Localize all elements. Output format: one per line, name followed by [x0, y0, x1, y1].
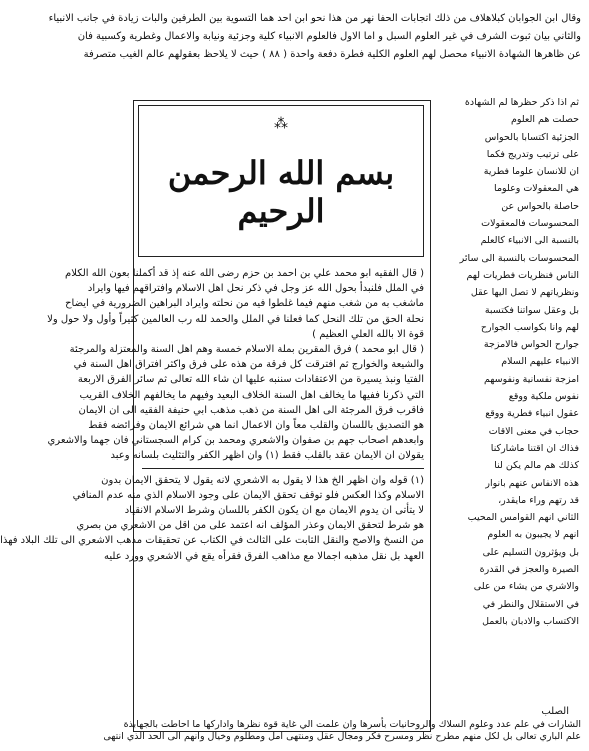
- footnote-line: الاسلام وكذا العكس فلو توقف تحقق الايمان على وجود الاسلام الذي منه عدم المنافي: [72, 489, 424, 501]
- body-line: فاقرب فرق المرجئة الى اهل السنة من ذهب مذهب ابي حنيفة الفقيه الى ان الايمان: [78, 404, 424, 416]
- body-line: والشيعة والخوارج ثم افترقت كل فرقة من هذه على فرق واكثر افتراق اهل السنة في: [73, 359, 424, 371]
- bottom-text: [103, 719, 581, 743]
- margin-line: بل وعقل سواتنا فكتسبة: [484, 304, 579, 316]
- margin-line: ان للانسان علوما فطرية: [483, 166, 579, 178]
- header-line: [83, 46, 581, 64]
- bottom-line: الشارات في علم عدد وعلوم السلاك والروحانيات بأسرها وان علمت الي غاية قوة نظرها واداركها ما احاطت بالجهابذة: [123, 719, 581, 730]
- margin-line: امزجة نفسانية ونفوسهم: [483, 373, 579, 385]
- margin-label: الصلب: [541, 706, 569, 717]
- page-number: ( ٨٨ ): [262, 49, 288, 60]
- margin-line: والاشري من يشاء من على: [473, 581, 579, 593]
- margin-line: الثاني انهم القوامس المحيب: [467, 512, 579, 524]
- margin-line: انهم لا يجيبون به العلوم: [487, 529, 579, 541]
- body-line: التي ذكرنا ففيها ما يخالف اهل السنة الخلاف البعيد وفيهم ما يخالفهم الخلاف القريب: [79, 389, 424, 401]
- main-body: [0, 266, 424, 564]
- margin-line: على ترتيب وتدريج فكما: [486, 148, 579, 160]
- header-line: وقال ابن الجوابان كبلاهلاف من ذلك اتجابات الحفا نهر من هذا نحو ابن احد هما التسوية بين الطرفين والبات زيادة في جانب الانبياء: [48, 13, 581, 24]
- margin-line: بل ويؤثرون التسليم على: [482, 546, 579, 558]
- footnote-divider: [142, 468, 424, 469]
- margin-line: في الاستقلال والنطر في: [482, 598, 579, 610]
- header-line: والثاني بيان ثبوت الشرف في غير العلوم السبل و اما الاول فالعلوم الانبياء كلية وجزئية ونيابة والاعمال وغطرية وكسبية فان: [77, 31, 581, 42]
- footnote-line: هو شرط لتحقق الايمان وعذر المؤلف انه اعتمد على من اقل من الاشعري من بصري: [76, 520, 424, 532]
- bottom-line: علم الباري تعالى بل لكل منهم مطرح نظر ومسرح فكر ومجال عقل ومنتهى امل ومطلوم وخيال وانهم الى الحد الذي انتهى: [103, 731, 581, 742]
- body-line: ( قال ابو محمد ) فرق المقرين بملة الاسلام خمسة وهم اهل السنة والمعتزلة والمرجئة: [69, 344, 424, 356]
- margin-line: حصلت هم العلوم: [510, 114, 579, 126]
- body-line: ماشغب به من شغب منهم فيما غلطوا فيه من نحلته وايراد البراهين الضرورية في ايضاح: [65, 298, 424, 310]
- footnote-line: العهد بل نقل مذهبه اجمالا مع مذاهب الفرق فقرأه يقع في الاشعري وورد عليه: [104, 550, 424, 562]
- margin-line: المحسوسات فالمعقولات: [481, 218, 579, 230]
- margin-line: حاصلة بالحواس عن: [501, 200, 579, 212]
- margin-line: ثم اذا ذكر حظرها لم الشهادة: [464, 97, 579, 108]
- body-line: وابعدهم اصحاب جهم بن صفوان والاشعري ومحمد بن كرام السجستاني فان جهما والاشعري: [47, 435, 424, 447]
- margin-line: عقول انبياء فطرية ووقع: [485, 408, 579, 420]
- margin-line: هي المعقولات وعلوما: [494, 183, 579, 195]
- footnote-line: لا يتأتى ان يدوم الايمان مع ان يكون الكفر باللسان وشرط الاسلام الانقياد: [124, 505, 424, 517]
- body-line: في الملل فلنبدأ بحول الله عز وجل في ذكر نحل اهل الاسلام وافتراقهم فيها وايراد: [87, 283, 424, 295]
- margin-line: الاكتساب والادبان بالعمل: [482, 615, 579, 627]
- body-line: ( قال الفقيه ابو محمد علي بن احمد بن حزم رضى الله عنه إذ قد أكملنا بعون الله الكلام: [65, 268, 424, 279]
- header-line-start: حيث لا يلاحظ بعقولهم عالم الغيب متصرفة: [83, 49, 259, 60]
- footnote-line: من النسخ والاصح والنقل الثابت على الثالث في الكتاب عن تحقيقات مذهب الاشعري الى تلك البلاد فهذا: [0, 535, 424, 547]
- margin-line: فذاك ان اقتنا ماشاركنا: [490, 442, 579, 454]
- header-text: [48, 10, 581, 64]
- body-line: نحلة الحق من تلك النحل كما فعلنا في الملل والحمد لله رب العالمين كثيراً وأول ولا حول ولا: [47, 313, 424, 325]
- basmala-panel: [138, 105, 424, 257]
- main-frame: [0, 100, 431, 732]
- basmala-title: بسم الله الرحمن الرحيم: [167, 154, 395, 230]
- margin-line: المحسوسات بالنسبة الى سائر: [459, 252, 579, 264]
- margin-line: الصيرة والعجز في القدرة: [479, 564, 579, 576]
- margin-line: الجزئية اكتسابا بالحواس: [484, 131, 579, 143]
- margin-line: نفوس ملكية ووقع: [508, 391, 579, 403]
- margin-line: كذلك هم مالم يكن لنا: [494, 460, 579, 472]
- margin-line: لهم وانا بكواسب الجوارح: [480, 321, 579, 333]
- footnote-line: (١) قوله وان اظهر الخ هذا لا يقول به الاشعري لانه يقول لا يتحقق الايمان بدون: [101, 474, 424, 486]
- body-line: قوة الا بالله العلي العظيم ): [312, 328, 424, 340]
- margin-commentary: [435, 94, 579, 630]
- margin-line: بالنسبة الى الانبياء كالعلم: [480, 235, 579, 247]
- margin-line: الناس فنظريات فطريات لهم: [466, 269, 579, 281]
- body-line: هو التصديق باللسان والقلب معاً وان الاعمال انما هي شرائع الايمان وفرائضه فقط: [88, 420, 424, 432]
- body-line: الفتيا ونبذ يسيرة من الاعتقادات سننبه عليها ان شاء الله تعالى ثم سائر الفرق الاربعة: [77, 374, 424, 386]
- header-line-end: عن ظاهرها الشهادة الانبياء محصل لهم العلوم الكلية فطرة دفعة واحدة: [290, 49, 581, 60]
- margin-line: قد رتهم وراء مايقدر،: [498, 494, 579, 506]
- margin-line: ونظرياتهم لا تصل اليها عقل: [470, 287, 579, 299]
- margin-line: جوارح الحواس فالامزجة: [483, 339, 579, 351]
- margin-line: هذه الانفاس عنهم بانوار: [485, 477, 579, 489]
- body-line: يقولان ان الايمان عقد بالقلب فقط (١) وان اظهر الكفر والتثليث بلسانه وعبد: [110, 450, 424, 462]
- margin-line: الانبياء عليهم السلام: [501, 356, 579, 368]
- ornament-icon: ⁂: [274, 116, 288, 132]
- margin-line: حجاب في معنى الاقات: [488, 425, 579, 437]
